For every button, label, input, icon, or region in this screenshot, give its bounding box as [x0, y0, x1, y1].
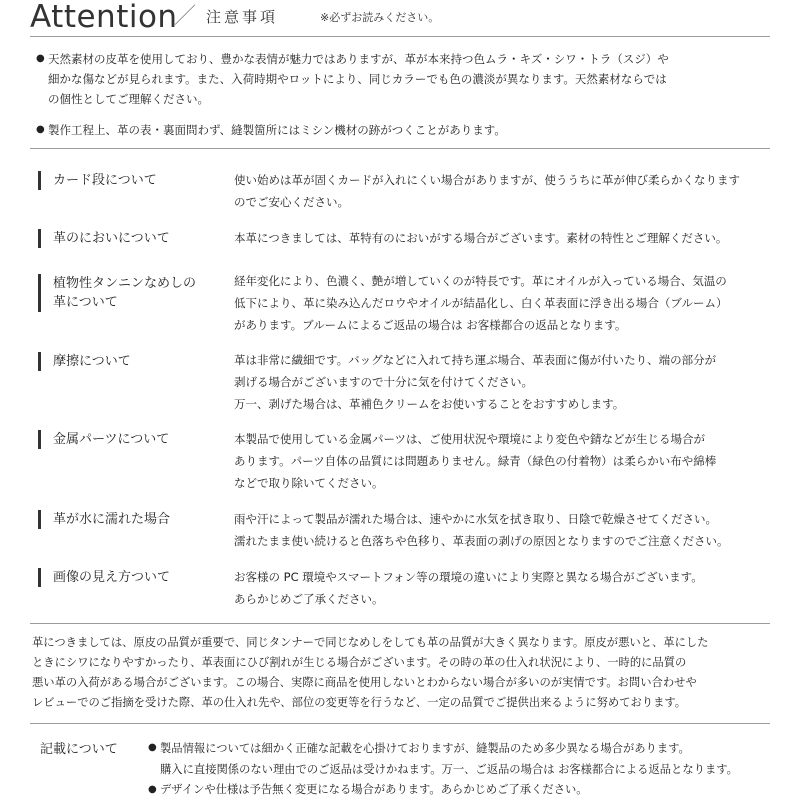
- section-text: お客様の PC 環境やスマートフォン等の環境の違いにより実際と異なる場合がございます。 あらかじめご了承ください。: [234, 570, 703, 606]
- intro-bullet-1-line: 天然素材の皮革を使用しており、豊かな表情が魅力ではありますが、革が本来持つ色ムラ・キズ・シワ・トラ（スジ）や: [48, 52, 669, 66]
- bullet-icon: ●: [148, 742, 157, 753]
- bullet-icon: ●: [148, 784, 157, 795]
- section-label: 革が水に濡れた場合: [38, 510, 170, 529]
- intro-divider: [30, 148, 770, 149]
- footer-label: 記載について: [40, 742, 118, 757]
- section-text: 経年変化により、色濃く、艶が増していくのが特長です。革にオイルが入っている場合、気温の 低下により、革に染み込んだロウやオイルが結晶化し、白く革表面に浮き出る場合（ブルーム） があります。ブルームによるご返品の場合は お客様都合の返品となります。: [234, 274, 728, 332]
- section-text: 革は非常に繊細です。バッグなどに入れて持ち運ぶ場合、革表面に傷が付いたり、端の部分が 剥げる場合がございますので十分に気を付けてください。 万一、剥げた場合は、革補色クリームをお使いすることをおすすめします。: [234, 353, 717, 411]
- footer-item-2: デザインや仕様は予告無く変更になる場合があります。あらかじめご了承ください。: [160, 783, 588, 796]
- section-label: 画像の見え方ついて: [38, 568, 170, 587]
- intro-bullet-1: [48, 49, 669, 109]
- footer-item-1: 製品情報については細かく正確な記載を心掛けておりますが、縫製品のため多少異なる場合があります。 購入に直接関係のない理由でのご返品は受けかねます。万一、ご返品の場合は お客様都合による返品となります。: [160, 742, 738, 776]
- section-text: 本革につきましては、革特有のにおいがする場合がございます。素材の特性とご理解ください。: [234, 231, 728, 245]
- intro-bullet-1-line: 細かな傷などが見られます。また、入荷時期やロットにより、同じカラーでも色の濃淡が異なります。天然素材ならでは: [48, 72, 667, 86]
- section-text: 雨や汗によって製品が濡れた場合は、速やかに水気を拭き取り、日陰で乾燥させてください。 濡れたまま使い続けると色落ちや色移り、革表面の剥げの原因となりますのでご注意ください。: [234, 512, 729, 548]
- header-divider: [30, 36, 770, 37]
- bullet-icon: ●: [36, 124, 45, 135]
- section-label: 植物性タンニンなめしの 革について: [38, 274, 196, 312]
- page-subtitle: 注意事項: [206, 8, 279, 26]
- intro-bullet-2: 製作工程上、革の表・裏面問わず、縫製箇所にはミシン機材の跡がつくことがあります。: [48, 123, 506, 137]
- bullet-icon: ●: [36, 53, 45, 64]
- section-label: 革のにおいについて: [38, 229, 170, 248]
- section-label: カード段について: [38, 171, 157, 190]
- intro-bullet-1-line: の個性としてご理解ください。: [48, 92, 209, 106]
- sections-divider: [30, 623, 770, 624]
- quality-paragraph: 革につきましては、原皮の品質が重要で、同じタンナーで同じなめしをしても革の品質が大きく異なります。原皮が悪いと、革にした ときにシワになりやすかったり、革表面にひび割れが生じる場合がございます。その時の革の仕入れ状況により、一時的に品質の 悪い革の入荷がある場合がございます。この場合、実際に商品を使用しないとわからない場合が多いのが実情です。お問い合わせや レビューでのご指摘を受けた際、革の仕入れ先や、部位の変更等を行うなど、一定の品質でご提供出来るように努めております。: [32, 636, 709, 709]
- title-separator: ／: [174, 4, 197, 29]
- section-label: 金属パーツについて: [38, 430, 169, 449]
- section-text: 使い始めは革が固くカードが入れにくい場合がありますが、使ううちに革が伸び柔らかくなります のでご安心ください。: [234, 173, 740, 209]
- paragraph-divider: [30, 723, 770, 724]
- page-title: Attention: [30, 0, 178, 35]
- section-text: 本製品で使用している金属パーツは、ご使用状況や環境により変色や錆などが生じる場合が あります。パーツ自体の品質には問題ありません。緑青（緑色の付着物）は柔らかい布や綿棒 などで取り除いてください。: [234, 432, 717, 490]
- section-label: 摩擦について: [38, 352, 131, 371]
- read-notice: ※必ずお読みください。: [320, 11, 440, 24]
